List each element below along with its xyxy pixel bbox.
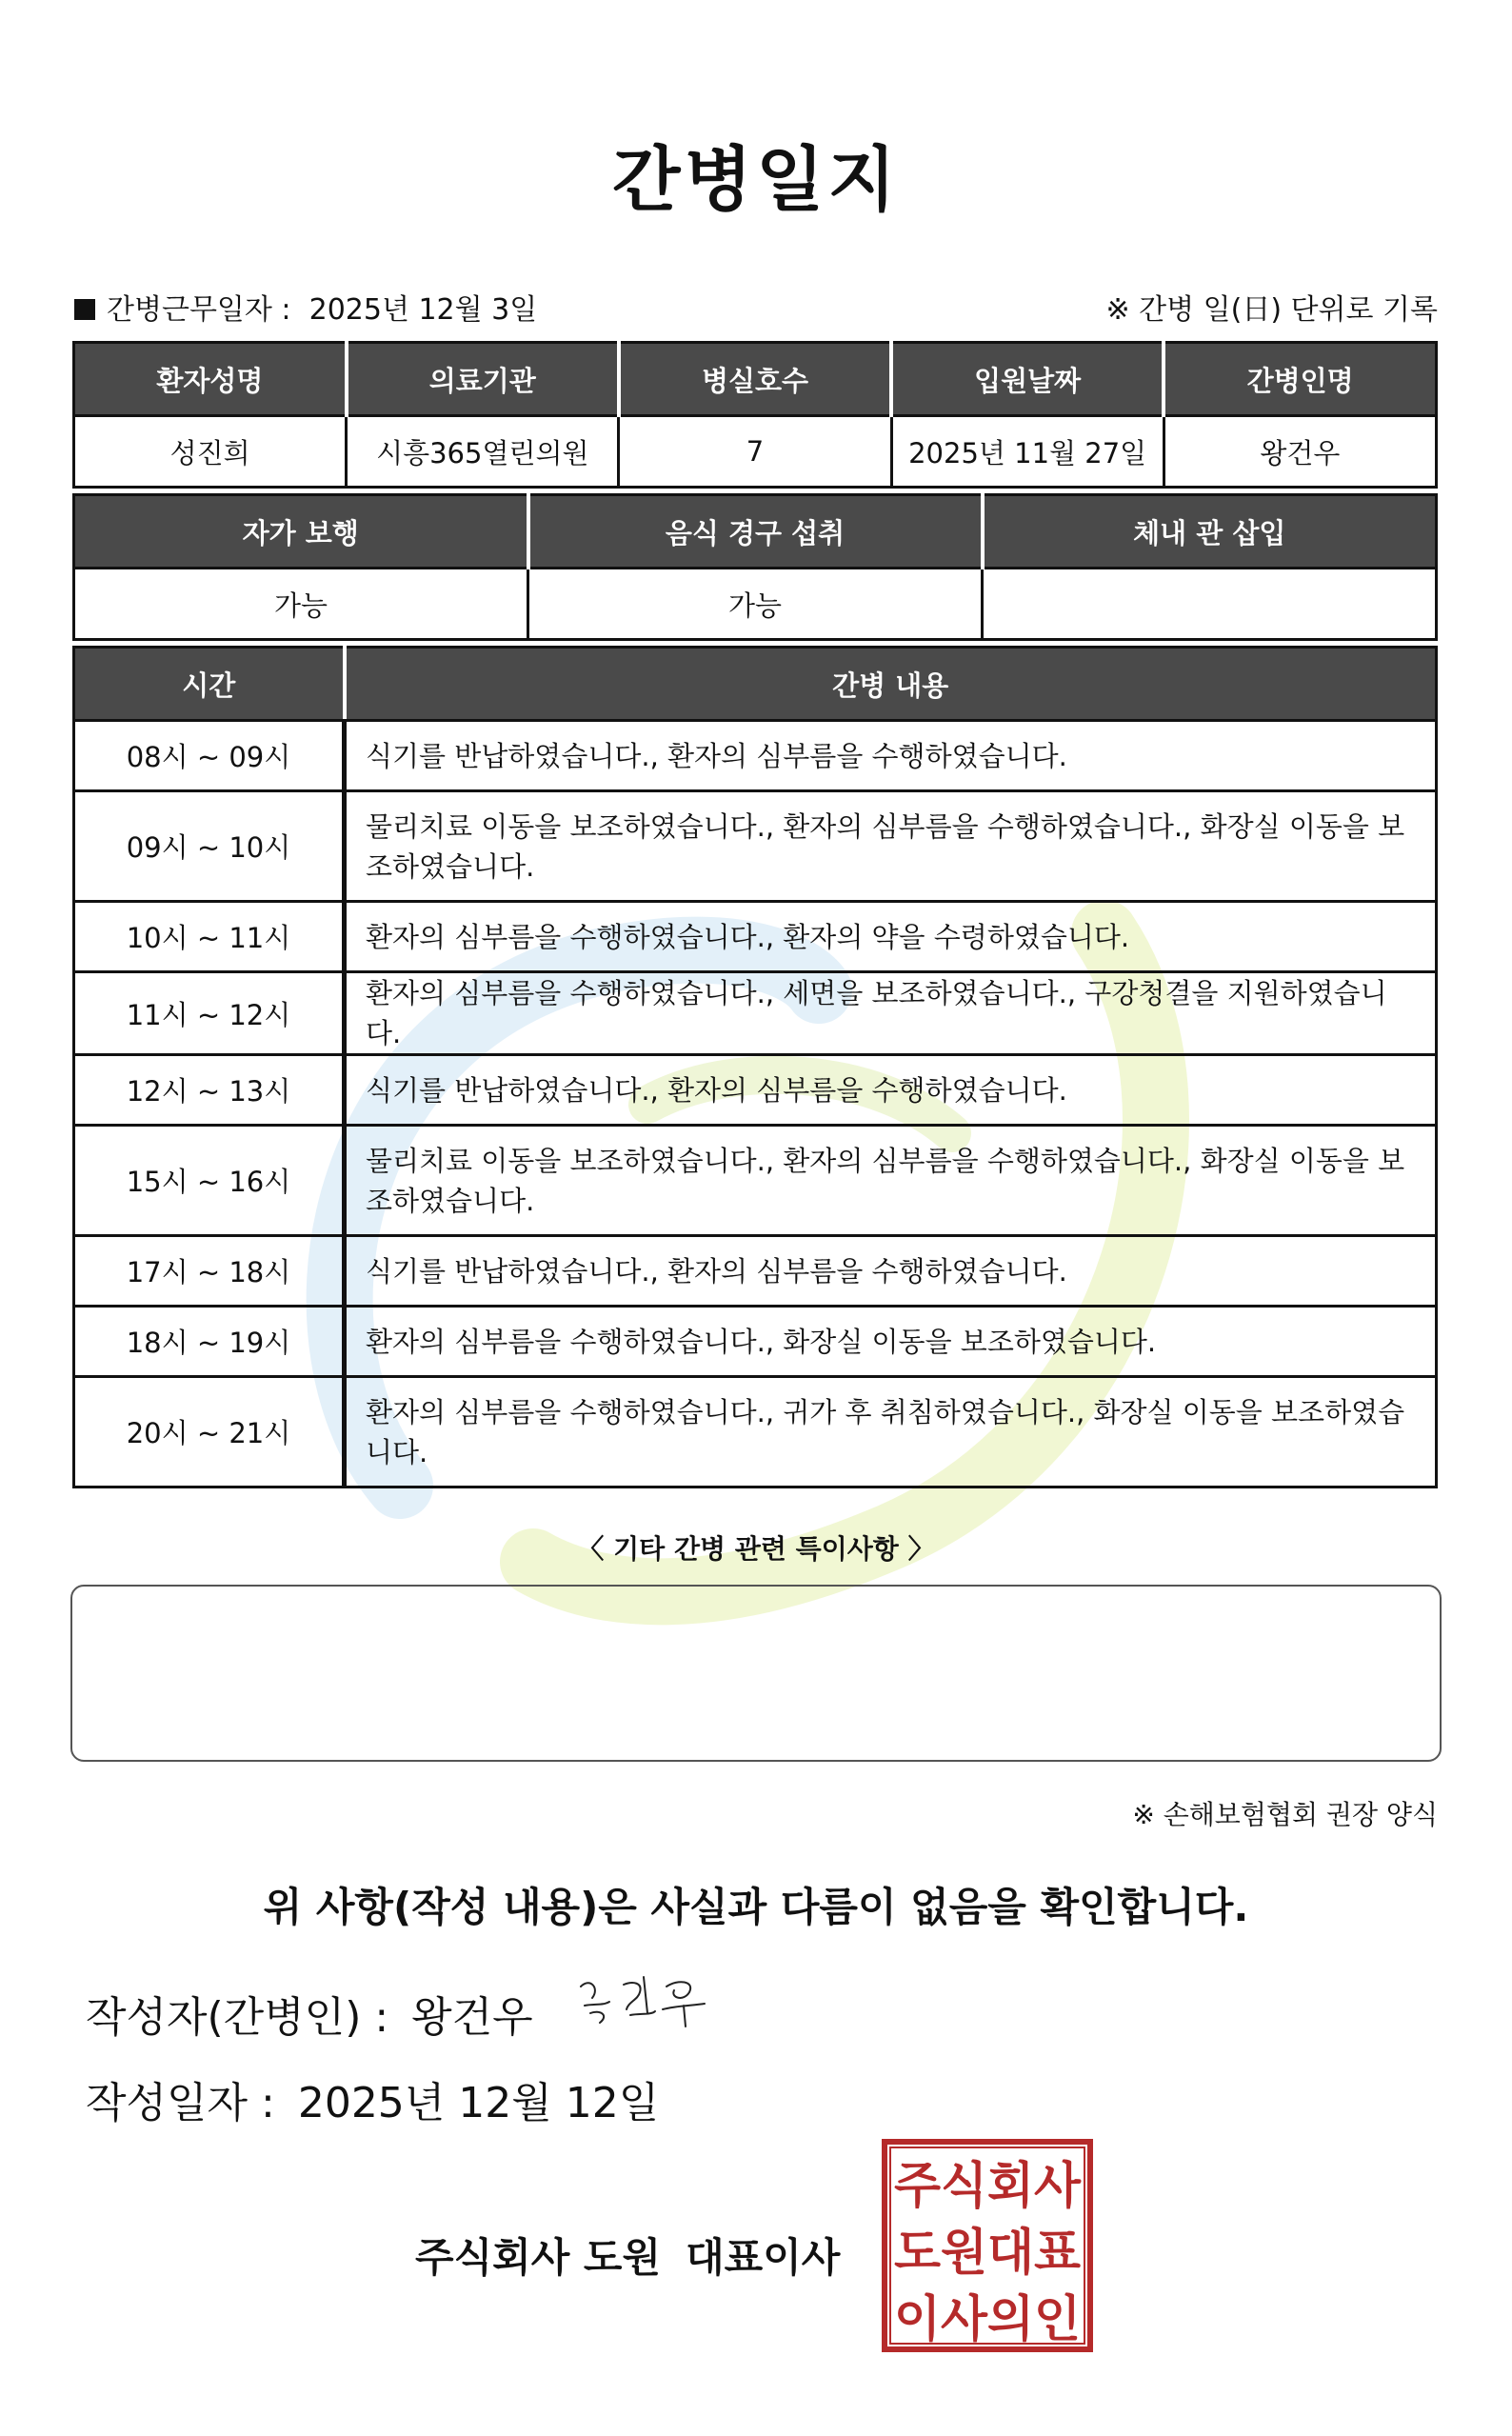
writer-name: 왕건우 bbox=[411, 1993, 533, 2042]
log-content: 식기를 반납하였습니다., 환자의 심부름을 수행하였습니다. bbox=[345, 1055, 1437, 1126]
header-tube-insertion: 체내 관 삽입 bbox=[983, 495, 1437, 569]
room-number: 7 bbox=[619, 416, 891, 488]
notes-box bbox=[70, 1585, 1442, 1762]
unit-note: ※ 간병 일(日) 단위로 기록 bbox=[1105, 293, 1438, 327]
work-date-value: 2025년 12월 3일 bbox=[308, 293, 538, 327]
writer-label: 작성자(간병인) : bbox=[86, 1993, 389, 2042]
table-row bbox=[74, 1377, 1437, 1488]
log-time: 11시 ~ 12시 bbox=[74, 972, 345, 1055]
confirmation-statement: 위 사항(작성 내용)은 사실과 다름이 없음을 확인합니다. bbox=[263, 1884, 1249, 1930]
company-line bbox=[415, 2226, 840, 2284]
log-time: 10시 ~ 11시 bbox=[74, 902, 345, 972]
page-title: 간병일지 bbox=[612, 139, 900, 221]
care-log-table bbox=[72, 646, 1438, 1488]
table-row bbox=[74, 1055, 1437, 1126]
log-content: 환자의 심부름을 수행하였습니다., 화장실 이동을 보조하였습니다. bbox=[345, 1307, 1437, 1377]
header-caregiver: 간병인명 bbox=[1164, 343, 1436, 416]
work-date-label: 간병근무일자 : bbox=[107, 293, 291, 327]
patient-status-table bbox=[72, 493, 1438, 641]
written-date-line bbox=[86, 2068, 659, 2129]
tube-insertion-value bbox=[983, 569, 1437, 640]
log-time: 08시 ~ 09시 bbox=[74, 721, 345, 791]
written-date-value: 2025년 12월 12일 bbox=[297, 2079, 660, 2127]
log-time: 12시 ~ 13시 bbox=[74, 1055, 345, 1126]
log-content: 환자의 심부름을 수행하였습니다., 귀가 후 취침하였습니다., 화장실 이동을 보조하였습니다. bbox=[345, 1377, 1437, 1488]
header-time: 시간 bbox=[74, 648, 345, 721]
table-row bbox=[74, 721, 1437, 791]
log-time: 17시 ~ 18시 bbox=[74, 1236, 345, 1307]
institution: 시흥365열린의원 bbox=[347, 416, 619, 488]
table-row bbox=[74, 1126, 1437, 1236]
header-admission-date: 입원날짜 bbox=[891, 343, 1164, 416]
table-row bbox=[74, 1307, 1437, 1377]
header-care-content: 간병 내용 bbox=[345, 648, 1437, 721]
header-patient-name: 환자성명 bbox=[74, 343, 347, 416]
handwritten-signature bbox=[571, 1967, 714, 2044]
company-title: 대표이사 bbox=[686, 2234, 841, 2281]
self-walking-value: 가능 bbox=[74, 569, 528, 640]
work-date bbox=[74, 286, 537, 328]
header-oral-intake: 음식 경구 섭취 bbox=[528, 495, 983, 569]
table-row bbox=[74, 902, 1437, 972]
notes-title: 〈 기타 간병 관련 특이사항 〉 bbox=[577, 1533, 935, 1565]
log-content: 식기를 반납하였습니다., 환자의 심부름을 수행하였습니다. bbox=[345, 721, 1437, 791]
caregiver-name: 왕건우 bbox=[1164, 416, 1436, 488]
writer-line bbox=[86, 1983, 533, 2044]
log-content: 식기를 반납하였습니다., 환자의 심부름을 수행하였습니다. bbox=[345, 1236, 1437, 1307]
oral-intake-value: 가능 bbox=[528, 569, 983, 640]
log-time: 18시 ~ 19시 bbox=[74, 1307, 345, 1377]
log-content: 환자의 심부름을 수행하였습니다., 세면을 보조하였습니다., 구강청결을 지원하였습니다. bbox=[345, 972, 1437, 1055]
log-time: 15시 ~ 16시 bbox=[74, 1126, 345, 1236]
svg-text:주식회사: 주식회사 bbox=[894, 2158, 1082, 2215]
form-note: ※ 손해보험협회 권장 양식 bbox=[1132, 1799, 1438, 1830]
svg-text:도원대표: 도원대표 bbox=[894, 2225, 1081, 2282]
written-date-label: 작성일자 : bbox=[86, 2079, 275, 2127]
header-room: 병실호수 bbox=[619, 343, 891, 416]
log-content: 환자의 심부름을 수행하였습니다., 환자의 약을 수령하였습니다. bbox=[345, 902, 1437, 972]
log-time: 09시 ~ 10시 bbox=[74, 791, 345, 902]
header-institution: 의료기관 bbox=[347, 343, 619, 416]
company-name: 주식회사 도원 bbox=[415, 2234, 662, 2281]
log-content: 물리치료 이동을 보조하였습니다., 환자의 심부름을 수행하였습니다., 화장실 이동을 보조하였습니다. bbox=[345, 1126, 1437, 1236]
patient-info-table bbox=[72, 341, 1438, 489]
log-time: 20시 ~ 21시 bbox=[74, 1377, 345, 1488]
header-self-walking: 자가 보행 bbox=[74, 495, 528, 569]
log-content: 물리치료 이동을 보조하였습니다., 환자의 심부름을 수행하였습니다., 화장실 이동을 보조하였습니다. bbox=[345, 791, 1437, 902]
table-row bbox=[74, 972, 1437, 1055]
table-row bbox=[74, 1236, 1437, 1307]
svg-text:이사의인: 이사의인 bbox=[894, 2291, 1081, 2348]
company-seal bbox=[881, 2138, 1094, 2353]
bullet-square-icon bbox=[74, 299, 95, 320]
patient-name: 성진희 bbox=[74, 416, 347, 488]
table-row bbox=[74, 791, 1437, 902]
admission-date: 2025년 11월 27일 bbox=[891, 416, 1164, 488]
